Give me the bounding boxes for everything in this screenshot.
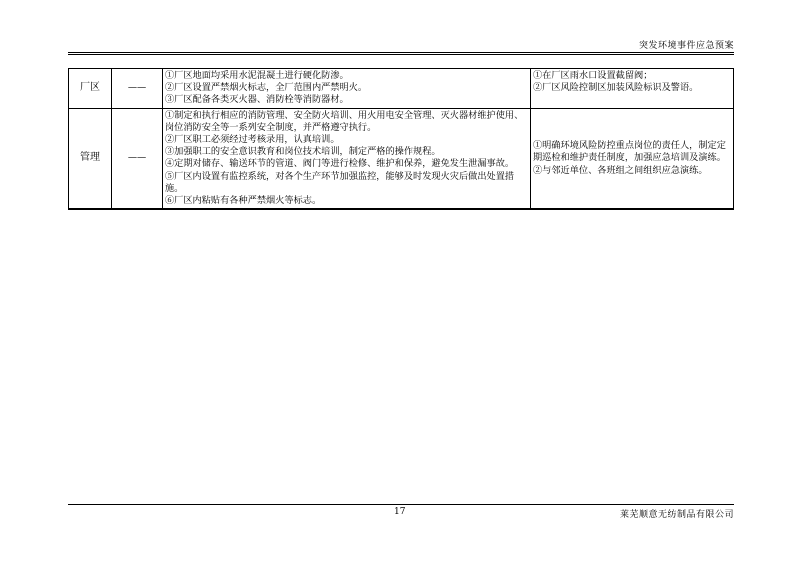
company-name: 莱芜顺意无纺制品有限公司	[619, 510, 734, 520]
measure-item: ⑥厂区内粘贴有各种严禁烟火等标志。	[165, 195, 322, 207]
emergency-cell	[531, 108, 734, 209]
emergency-item: ①在厂区雨水口设置截留阀；	[533, 70, 653, 81]
dash-cell: ——	[112, 69, 163, 109]
category-cell: 厂区	[69, 69, 112, 109]
page-number: 17	[394, 507, 406, 517]
header-rule	[68, 52, 734, 53]
category-cell: 管理	[69, 108, 112, 209]
dash-cell: ——	[112, 108, 163, 209]
measure-item: ④定期对储存、输送环节的管道、阀门等进行检修、维护和保养，避免发生泄漏事故。	[165, 158, 515, 170]
table-row	[69, 108, 734, 209]
measure-item: ⑤厂区内设置有监控系统，对各个生产环节加强监控，能够及时发现火灾后做出处置措施。	[165, 170, 515, 194]
measure-item: ③厂区配备各类灭火器、消防栓等消防器材。	[165, 94, 349, 106]
header-title: 突发环境事件应急预案	[638, 41, 734, 51]
footer-rule	[68, 504, 734, 505]
measures-cell	[163, 108, 531, 209]
emergency-item: ②厂区风险控制区加装风险标识及警语。	[533, 82, 699, 94]
emergency-cell	[531, 69, 734, 109]
measure-item: ②厂区职工必须经过考核录用，认真培训。	[165, 134, 340, 146]
table-row	[69, 69, 734, 109]
measure-item: ①厂区地面均采用水泥混凝土进行硬化防渗。	[165, 70, 349, 81]
emergency-item: ①明确环境风险防控重点岗位的责任人，制定定期巡检和维护责任制度，加强应急培训及演练。	[533, 140, 726, 164]
measure-item: ③加强职工的安全意识教育和岗位技术培训，制定严格的操作规程。	[165, 146, 441, 158]
measure-item: ②厂区设置严禁烟火标志，全厂范围内严禁明火。	[165, 82, 368, 94]
emergency-item: ②与邻近单位、各班组之间组织应急演练。	[533, 164, 708, 176]
measure-item: ①制定和执行相应的消防管理、安全防火培训、用火用电安全管理、灭火器材维护使用、岗位消防安全等一系列安全制度，并严格遵守执行。	[165, 109, 524, 133]
measures-cell	[163, 69, 531, 109]
risk-measures-table	[68, 68, 734, 210]
header-rule-thin	[68, 54, 734, 55]
